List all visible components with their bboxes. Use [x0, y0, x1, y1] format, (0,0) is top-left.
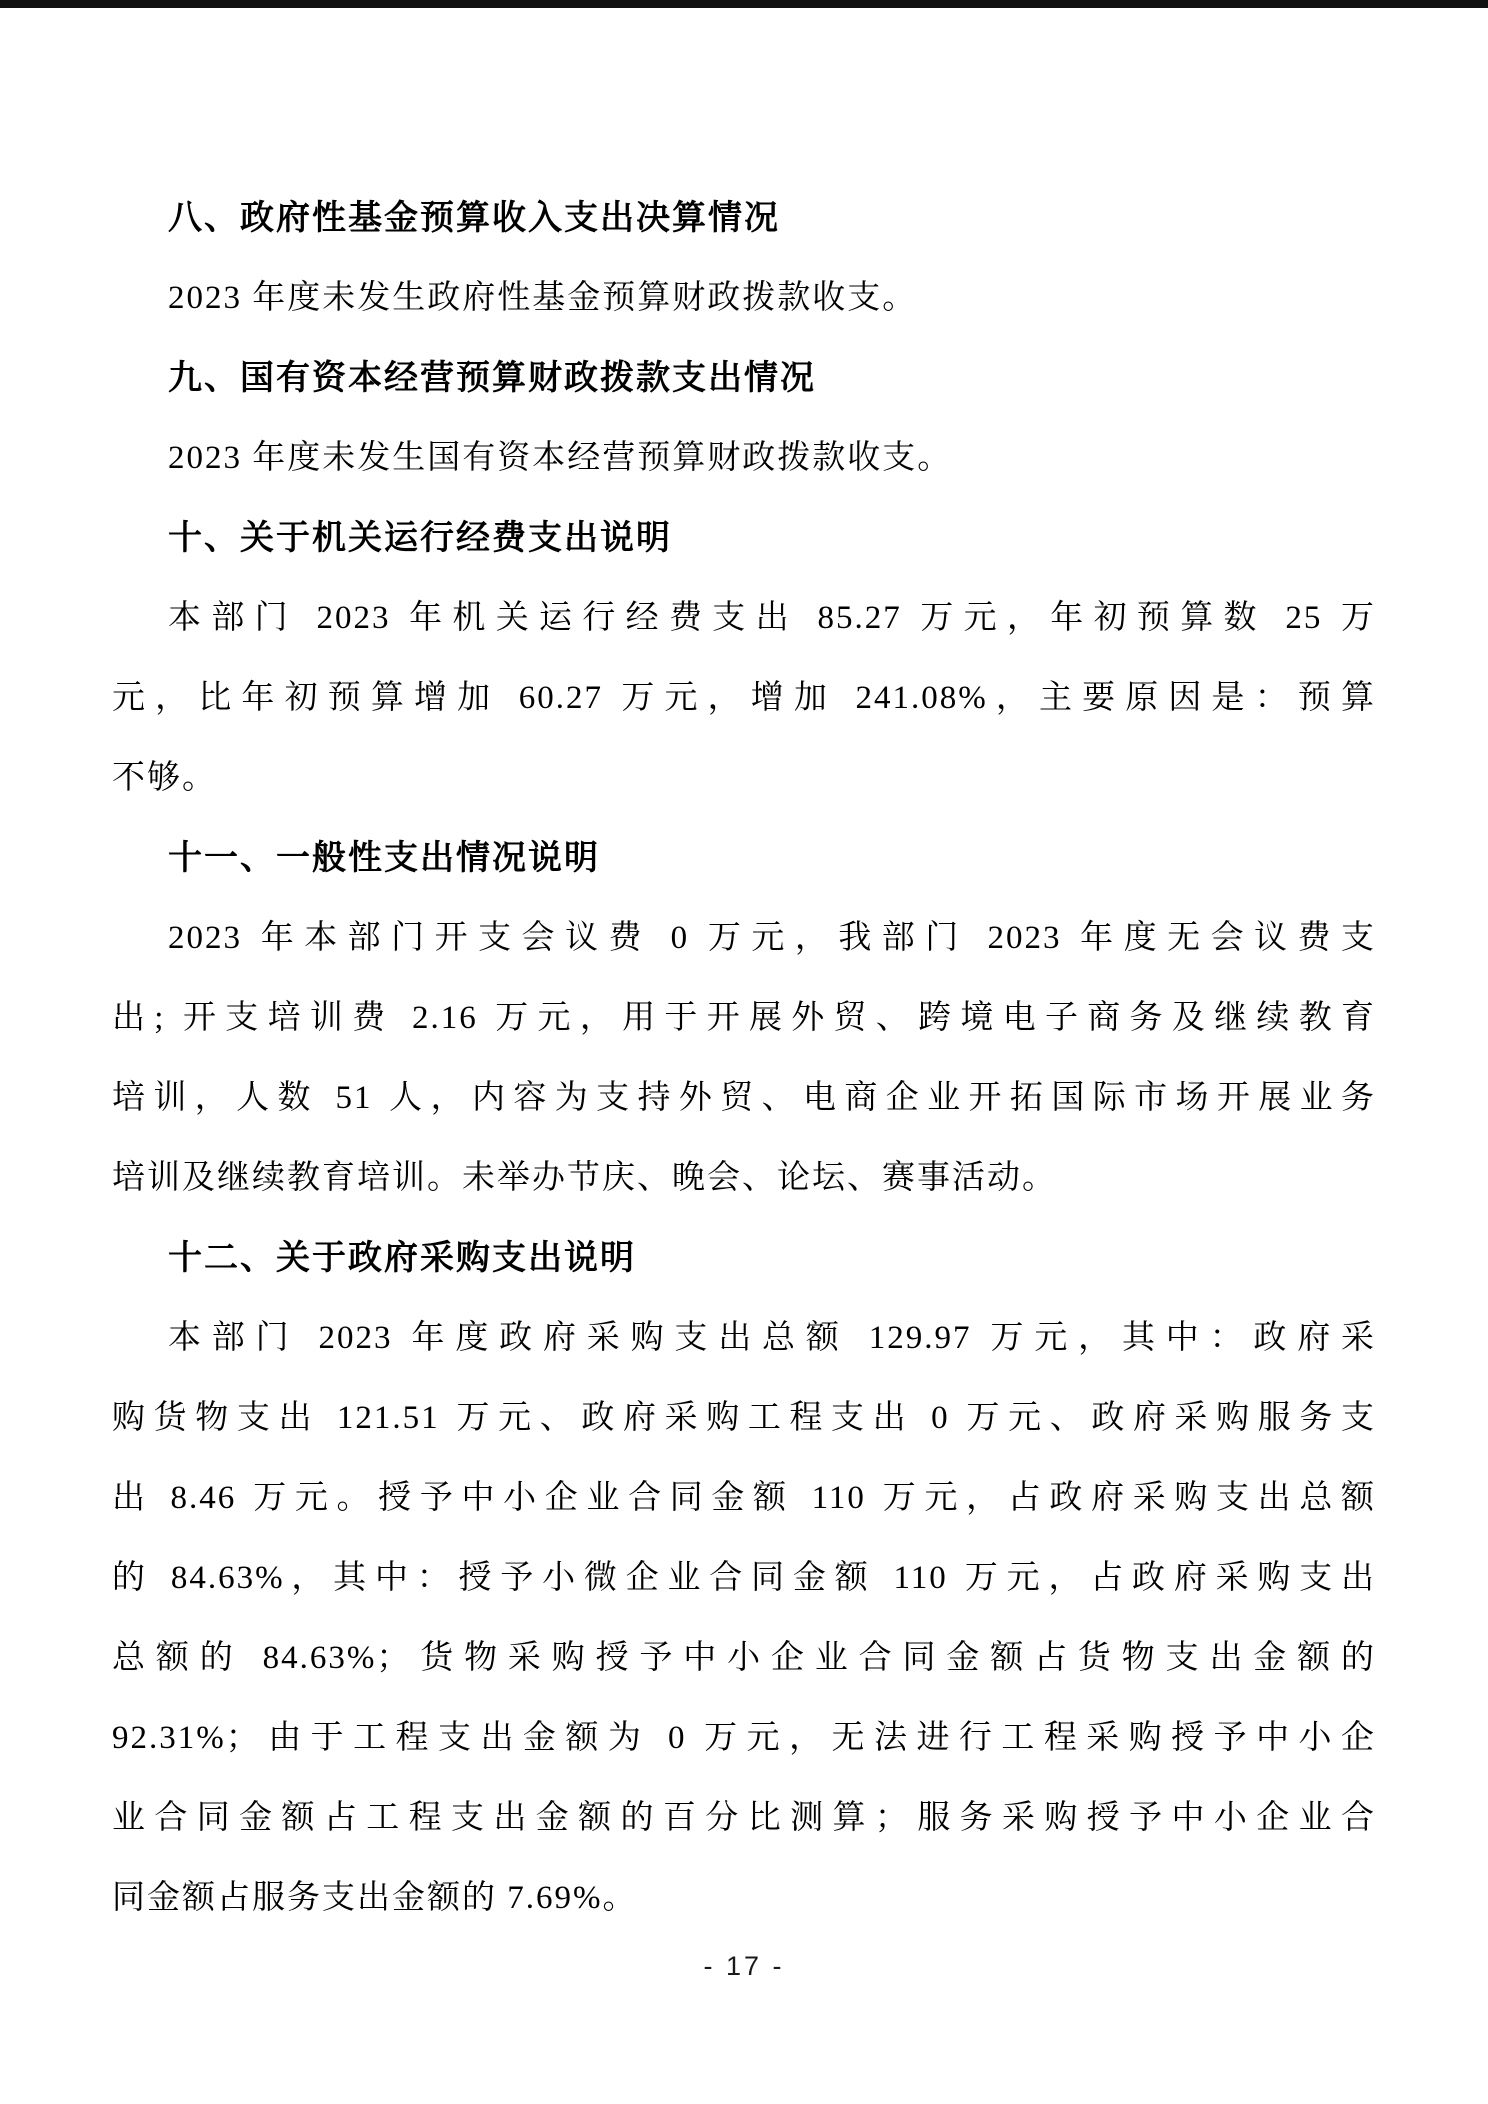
- section-heading-11: 十一、一般性支出情况说明: [168, 839, 600, 877]
- section-heading-10: 十、关于机关运行经费支出说明: [168, 519, 672, 557]
- paragraph-line: 同金额占服务支出金额的 7.69%。: [112, 1880, 638, 1916]
- paragraph-line: 业合同金额占工程支出金额的百分比测算；服务采购授予中小企业合: [112, 1800, 1376, 1836]
- paragraph-line: 本部门 2023 年度政府采购支出总额 129.97 万元，其中：政府采: [168, 1320, 1376, 1356]
- paragraph-line: 不够。: [112, 760, 217, 796]
- paragraph-line: 本部门 2023 年机关运行经费支出 85.27 万元，年初预算数 25 万: [168, 600, 1376, 636]
- paragraph-line: 培训及继续教育培训。未举办节庆、晚会、论坛、赛事活动。: [112, 1160, 1057, 1196]
- page-number: - 17 -: [703, 1951, 785, 1981]
- paragraph-line: 出; 开支培训费 2.16 万元，用于开展外贸、跨境电子商务及继续教育: [112, 1000, 1376, 1036]
- paragraph-line: 出 8.46 万元。授予中小企业合同金额 110 万元，占政府采购支出总额: [112, 1480, 1376, 1516]
- section-heading-12: 十二、关于政府采购支出说明: [168, 1239, 636, 1277]
- paragraph-line: 2023 年本部门开支会议费 0 万元，我部门 2023 年度无会议费支: [168, 920, 1376, 956]
- paragraph-line: 培训，人数 51 人，内容为支持外贸、电商企业开拓国际市场开展业务: [112, 1080, 1376, 1116]
- paragraph-line: 总额的 84.63%；货物采购授予中小企业合同金额占货物支出金额的: [112, 1640, 1376, 1676]
- document-body: [112, 178, 1376, 1938]
- section-heading-9: 九、国有资本经营预算财政拨款支出情况: [168, 359, 816, 397]
- paragraph-line: 购货物支出 121.51 万元、政府采购工程支出 0 万元、政府采购服务支: [112, 1400, 1376, 1436]
- paragraph-line: 92.31%；由于工程支出金额为 0 万元，无法进行工程采购授予中小企: [112, 1720, 1376, 1756]
- paragraph-line: 的 84.63%，其中：授予小微企业合同金额 110 万元，占政府采购支出: [112, 1560, 1376, 1596]
- top-edge-bar: [0, 0, 1488, 8]
- section-heading-8: 八、政府性基金预算收入支出决算情况: [168, 199, 780, 237]
- paragraph-line: 元，比年初预算增加 60.27 万元，增加 241.08%，主要原因是：预算: [112, 680, 1376, 716]
- paragraph-line: 2023 年度未发生国有资本经营预算财政拨款收支。: [168, 440, 953, 476]
- paragraph-line: 2023 年度未发生政府性基金预算财政拨款收支。: [168, 280, 918, 316]
